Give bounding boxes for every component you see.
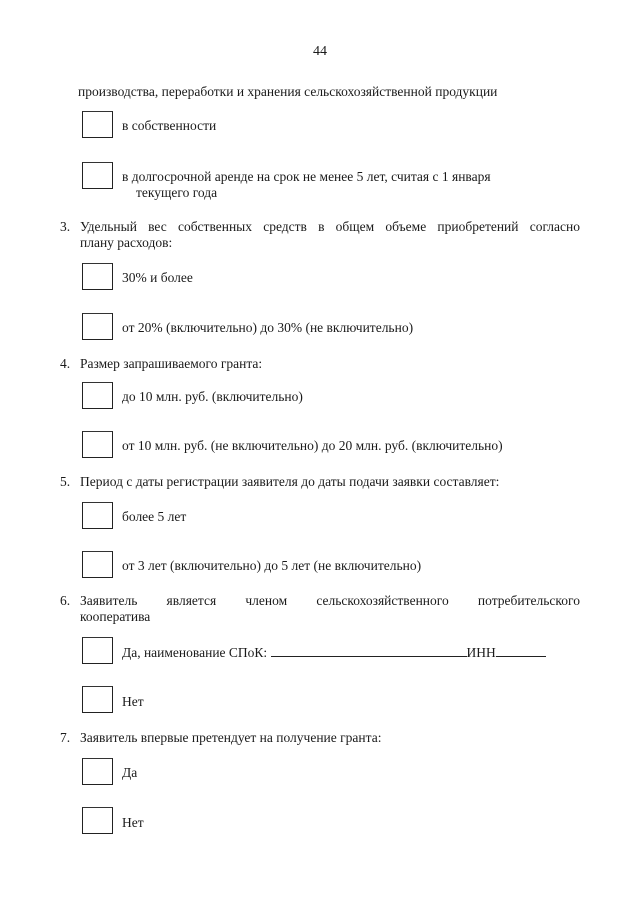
checkbox-q6-yes[interactable] [82, 637, 113, 664]
question-6-number: 6. [60, 593, 71, 608]
checkbox-long-term-lease[interactable] [82, 162, 113, 189]
question-5-text: Период с даты регистрации заявителя до даты подачи заявки составляет: [80, 474, 500, 489]
checkbox-q3-option2[interactable] [82, 313, 113, 340]
q6-yes-label: Да, наименование СПоК: [122, 645, 268, 660]
checkbox-q5-option2[interactable] [82, 551, 113, 578]
checkbox-ownership[interactable] [82, 111, 113, 138]
checkbox-q4-option2[interactable] [82, 431, 113, 458]
q6-no-label: Нет [122, 694, 144, 709]
checkbox-q7-no[interactable] [82, 807, 113, 834]
question-4-number: 4. [60, 356, 71, 371]
option-ownership-label: в собственности [122, 118, 217, 133]
inn-field[interactable] [496, 644, 546, 657]
q7-no-label: Нет [122, 815, 144, 830]
q5-option2-label: от 3 лет (включительно) до 5 лет (не включительно) [122, 558, 422, 573]
checkbox-q6-no[interactable] [82, 686, 113, 713]
intro-line: производства, переработки и хранения сельскохозяйственной продукции [78, 84, 498, 99]
checkbox-q3-option1[interactable] [82, 263, 113, 290]
q3-option1-label: 30% и более [122, 270, 193, 285]
q7-yes-label: Да [122, 765, 138, 780]
question-5-number: 5. [60, 474, 71, 489]
option-long-term-lease-label: в долгосрочной аренде на срок не менее 5 лет, считая с 1 января [122, 169, 491, 184]
q6-yes-row [122, 644, 546, 661]
checkbox-q4-option1[interactable] [82, 382, 113, 409]
q4-option2-label: от 10 млн. руб. (не включительно) до 20 млн. руб. (включительно) [122, 438, 503, 453]
question-6-text-line2: кооператива [80, 609, 151, 624]
question-3-text: Удельный вес собственных средств в общем объеме приобретений согласно [80, 219, 580, 234]
question-6-text: Заявитель является членом сельскохозяйственного потребительского [80, 593, 580, 608]
spok-name-field[interactable] [271, 644, 467, 657]
page-number: 44 [313, 44, 327, 59]
option-long-term-lease-label-line2: текущего года [136, 185, 218, 200]
q3-option2-label: от 20% (включительно) до 30% (не включительно) [122, 320, 414, 335]
question-3-number: 3. [60, 219, 71, 234]
question-7-number: 7. [60, 730, 71, 745]
q6-inn-label: ИНН [466, 645, 496, 660]
question-4-text: Размер запрашиваемого гранта: [80, 356, 263, 371]
question-7-text: Заявитель впервые претендует на получение гранта: [80, 730, 382, 745]
q4-option1-label: до 10 млн. руб. (включительно) [122, 389, 303, 404]
question-3-text-line2: плану расходов: [80, 235, 173, 250]
q5-option1-label: более 5 лет [122, 509, 187, 524]
checkbox-q7-yes[interactable] [82, 758, 113, 785]
checkbox-q5-option1[interactable] [82, 502, 113, 529]
